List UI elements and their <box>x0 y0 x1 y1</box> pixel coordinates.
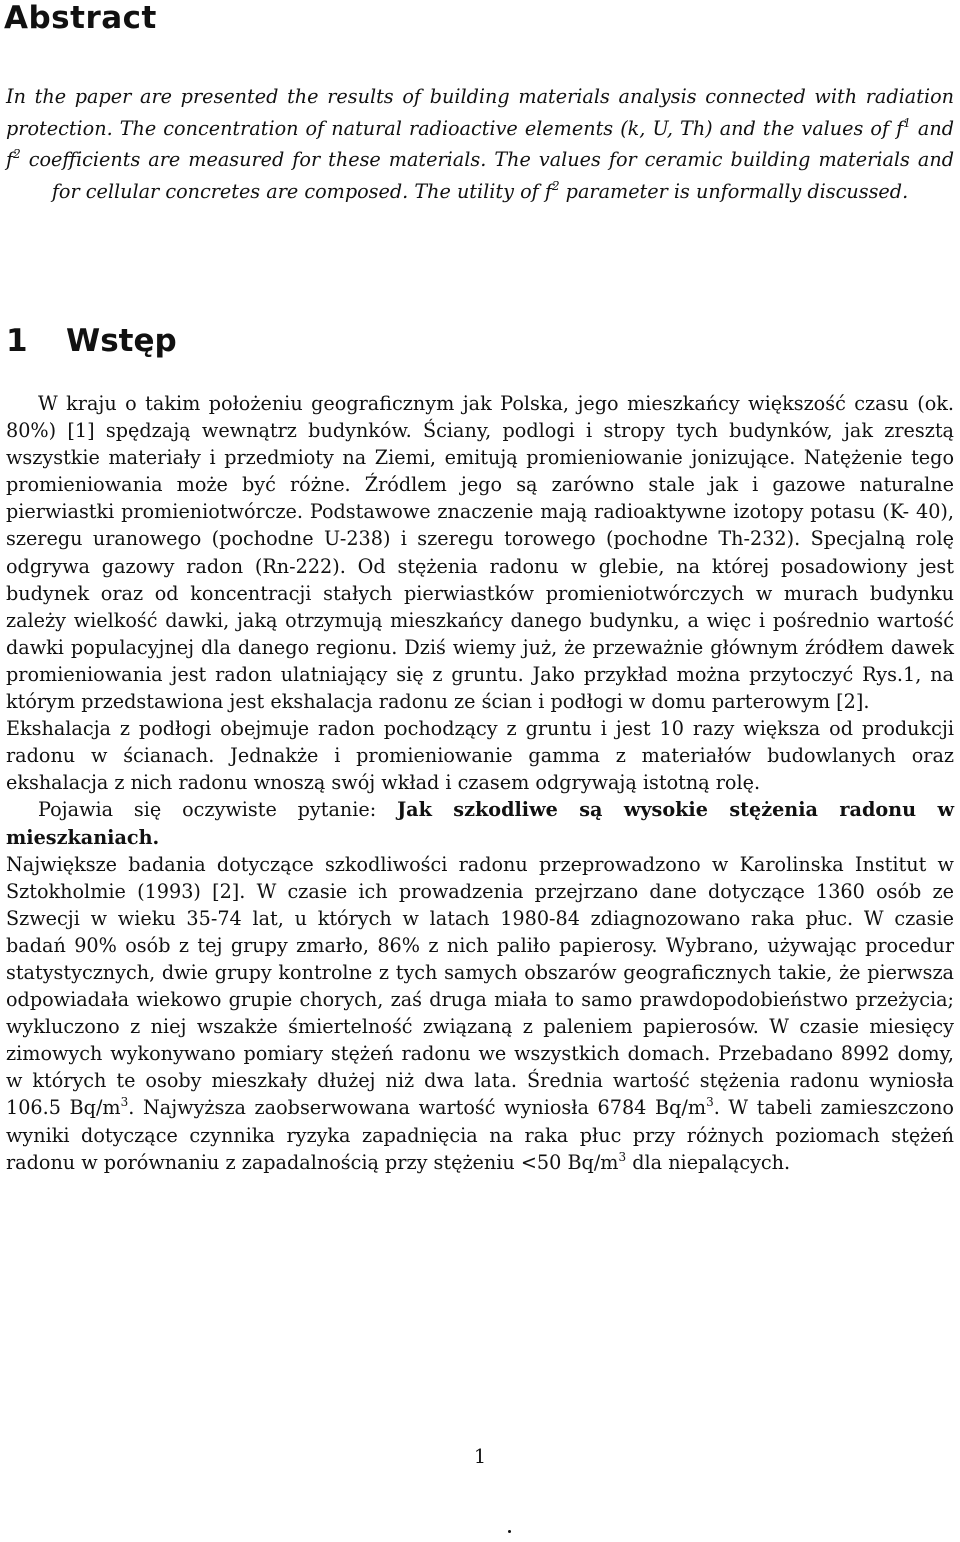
study-text-part: . Najwyższa zaobserwowana wartość wyniosła 6784 Bq/m <box>128 1096 707 1120</box>
abstract-text <box>6 81 954 207</box>
superscript: 3 <box>618 1149 627 1164</box>
paragraph-intro: W kraju o takim położeniu geograficznym jak Polska, jego mieszkańcy większość czasu (ok. 80%) [1] spędzają wewnątrz budynków. Ściany, podlogi i stropy tych budynków, jak zresztą wszystkie materiały i przedmioty na Ziemi, emitują promieniowanie jonizujące. Natężenie tego promieniowania może być różne. Źródlem jego są zarówno stale jak i gazowe naturalne pierwiastki promieniotwórcze. Podstawowe znaczenie mają radioaktywne izotopy potasu (K- 40), szeregu uranowego (pochodne U-238) i szeregu torowego (pochodne Th-232). Specjalną rolę odgrywa gazowy radon (Rn-222). Od stężenia radonu w glebie, na której posadowiony jest budynek oraz od koncentracji stałych pierwiastków promieniotwórczych w murach budynku zależy wielkość dawki, jaką otrzymują mieszkańcy danego budynku, a więc i pośrednio wartość dawki populacyjnej dla danego regionu. Dziś wiemy już, że przeważnie głównym źródłem dawek promieniowania jest radon ulatniający się z gruntu. Jako przykład można przytoczyć Rys.1, na którym przedstawiona jest ekshalacja radonu ze ścian i podłogi w domu parterowym [2]. <box>6 392 954 714</box>
question-bold: Jak szkodliwe są wysokie stężenia radonu w mieszkaniach. <box>6 798 954 849</box>
study-text-part: . W tabeli zamieszczono wyniki dotyczące czynnika ryzyka zapadnięcia na raka płuc przy różnych poziomach stężeń radonu w porównaniu z zapadalnością przy stężeniu <50 Bq/m <box>6 1096 954 1174</box>
superscript: 1 <box>903 115 911 130</box>
study-text-part: dla niepalących. <box>626 1150 791 1174</box>
paragraph-study <box>6 851 954 1176</box>
section-title: Wstęp <box>66 323 177 359</box>
abstract-heading: Abstract <box>4 0 157 36</box>
study-text-part: Największe badania dotyczące szkodliwości radonu przeprowadzono w Karolinska Institut w Sztokholmie (1993) [2]. W czasie ich prowadzenia przejrzano dane dotyczące 1360 osób ze Szwecji w wieku 35-74 lat, u których w latach 1980-84 zdiagnozowano raka płuc. W czasie badań 90% osób z tej grupy zmarło, 86% z nich paliło papierosy. Wybrano, używając procedur statystycznych, dwie grupy kontrolne z tych samych obszarów geograficznych takie, że pierwsza odpowiadała wiekowo grupie chorych, zaś druga miała to samo prawdopodobieństwo przeżycia; wykluczono z niej wszakże śmiertelność związaną z paleniem papierosów. W czasie miesięcy zimowych wykonywano pomiary stężeń radonu we wszystkich domach. Przebadano 8992 domy, w których te osoby mieszkały dłużej niż dwa lata. Średnia wartość stężenia radonu wyniosła 106.5 Bq/m <box>6 852 954 1120</box>
paragraph-exhalation: Ekshalacja z podłogi obejmuje radon pochodzący z gruntu i jest 10 razy większa od produkcji radonu w ścianach. Jednakże i promieniowanie gamma z materiałów budowlanych oraz ekshalacja z nich radonu wnoszą swój wkład i czasem odgrywają istotną rolę. <box>6 717 954 795</box>
page-number: 1 <box>473 1445 487 1468</box>
abstract-text-part: In the paper are presented the results of building materials analysis connected with radiation protection. The concentration of natural radioactive elements (k, U, Th) and the values of f <box>6 85 954 140</box>
paragraph-question <box>6 796 954 850</box>
section-number: 1 <box>6 323 28 359</box>
superscript: 3 <box>706 1095 714 1110</box>
question-lead: Pojawia się oczywiste pytanie: <box>38 798 398 822</box>
section-body <box>6 390 954 1176</box>
superscript: 3 <box>120 1095 129 1110</box>
superscript: 2 <box>551 178 560 193</box>
abstract-text-part: coefficients are measured for these materials. The values for ceramic building materials and for cellular concretes are composed. The utility of f <box>20 148 954 203</box>
section-heading <box>6 322 177 360</box>
superscript: 2 <box>13 147 21 162</box>
abstract-text-part: and f <box>6 116 954 172</box>
stray-dot <box>508 1530 511 1533</box>
abstract-text-part: parameter is unformally discussed. <box>559 179 909 203</box>
